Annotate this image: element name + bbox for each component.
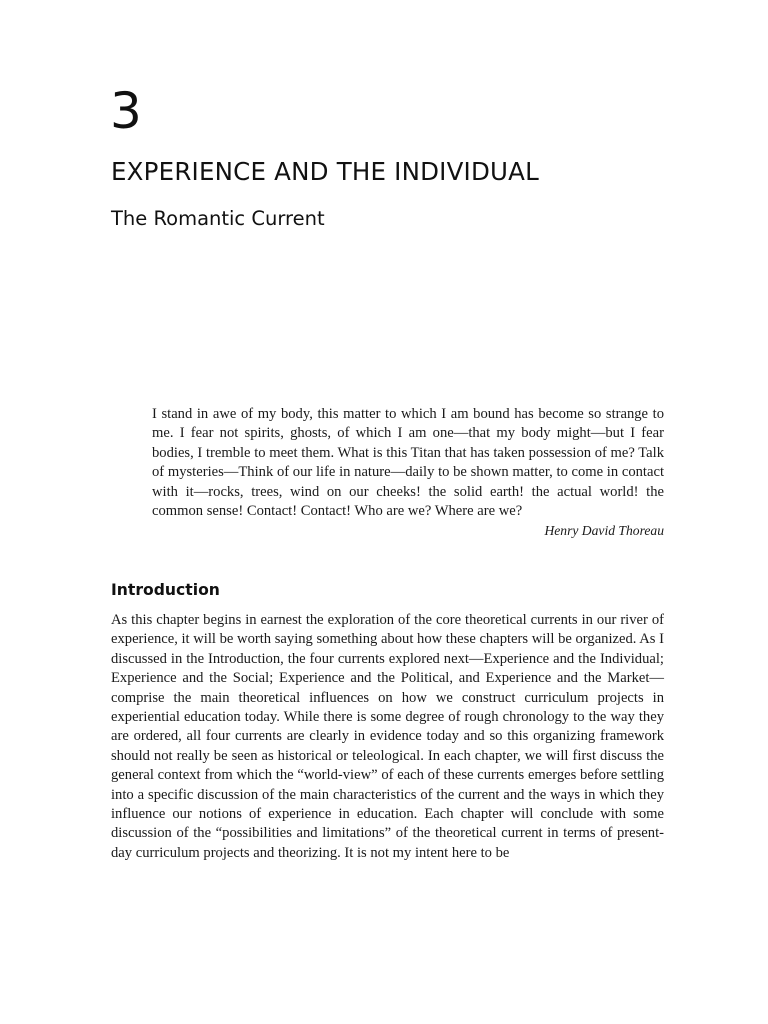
section-heading: Introduction: [111, 581, 220, 599]
epigraph-attribution: Henry David Thoreau: [544, 523, 664, 539]
epigraph-quote: I stand in awe of my body, this matter to which I am bound has become so strange to me. I fear not spirits, ghosts, of which I am one—that my body might—but I fear bodies, I tremble to meet them. What is this Titan that has taken possession of me? Talk of mysteries—Think of our life in nature—daily to be shown matter, to come in contact with it—rocks, trees, wind on our cheeks! the solid earth! the actual world! the common sense! Contact! Contact! Who are we? Where are we?: [152, 406, 664, 520]
chapter-subtitle: The Romantic Current: [111, 207, 325, 230]
chapter-title: EXPERIENCE AND THE INDIVIDUAL: [111, 157, 539, 186]
chapter-number: 3: [110, 82, 142, 140]
body-paragraph: As this chapter begins in earnest the exploration of the core theoretical currents in our river of experience, it will be worth saying something about how these chapters will be organized. As I discussed in the Introduction, the four currents explored next—Experience and the Individual; Experience and the Social; Experience and the Political, and Experience and the Market—comprise the main theoretical influences on how we construct curriculum projects in experiential education today. While there is some degree of rough chronology to the way they are ordered, all four currents are clearly in evidence today and so this organizing framework should not really be seen as historical or teleological. In each chapter, we will first discuss the general context from which the “world-view” of each of these currents emerges before settling into a specific discussion of the main characteristics of the current and the ways in which they influence our notions of experience in education. Each chapter will conclude with some discussion of the “possibilities and limitations” of the theoretical current in terms of present-day curriculum projects and theorizing. It is not my intent here to be: [111, 612, 664, 861]
epigraph: [152, 405, 664, 541]
